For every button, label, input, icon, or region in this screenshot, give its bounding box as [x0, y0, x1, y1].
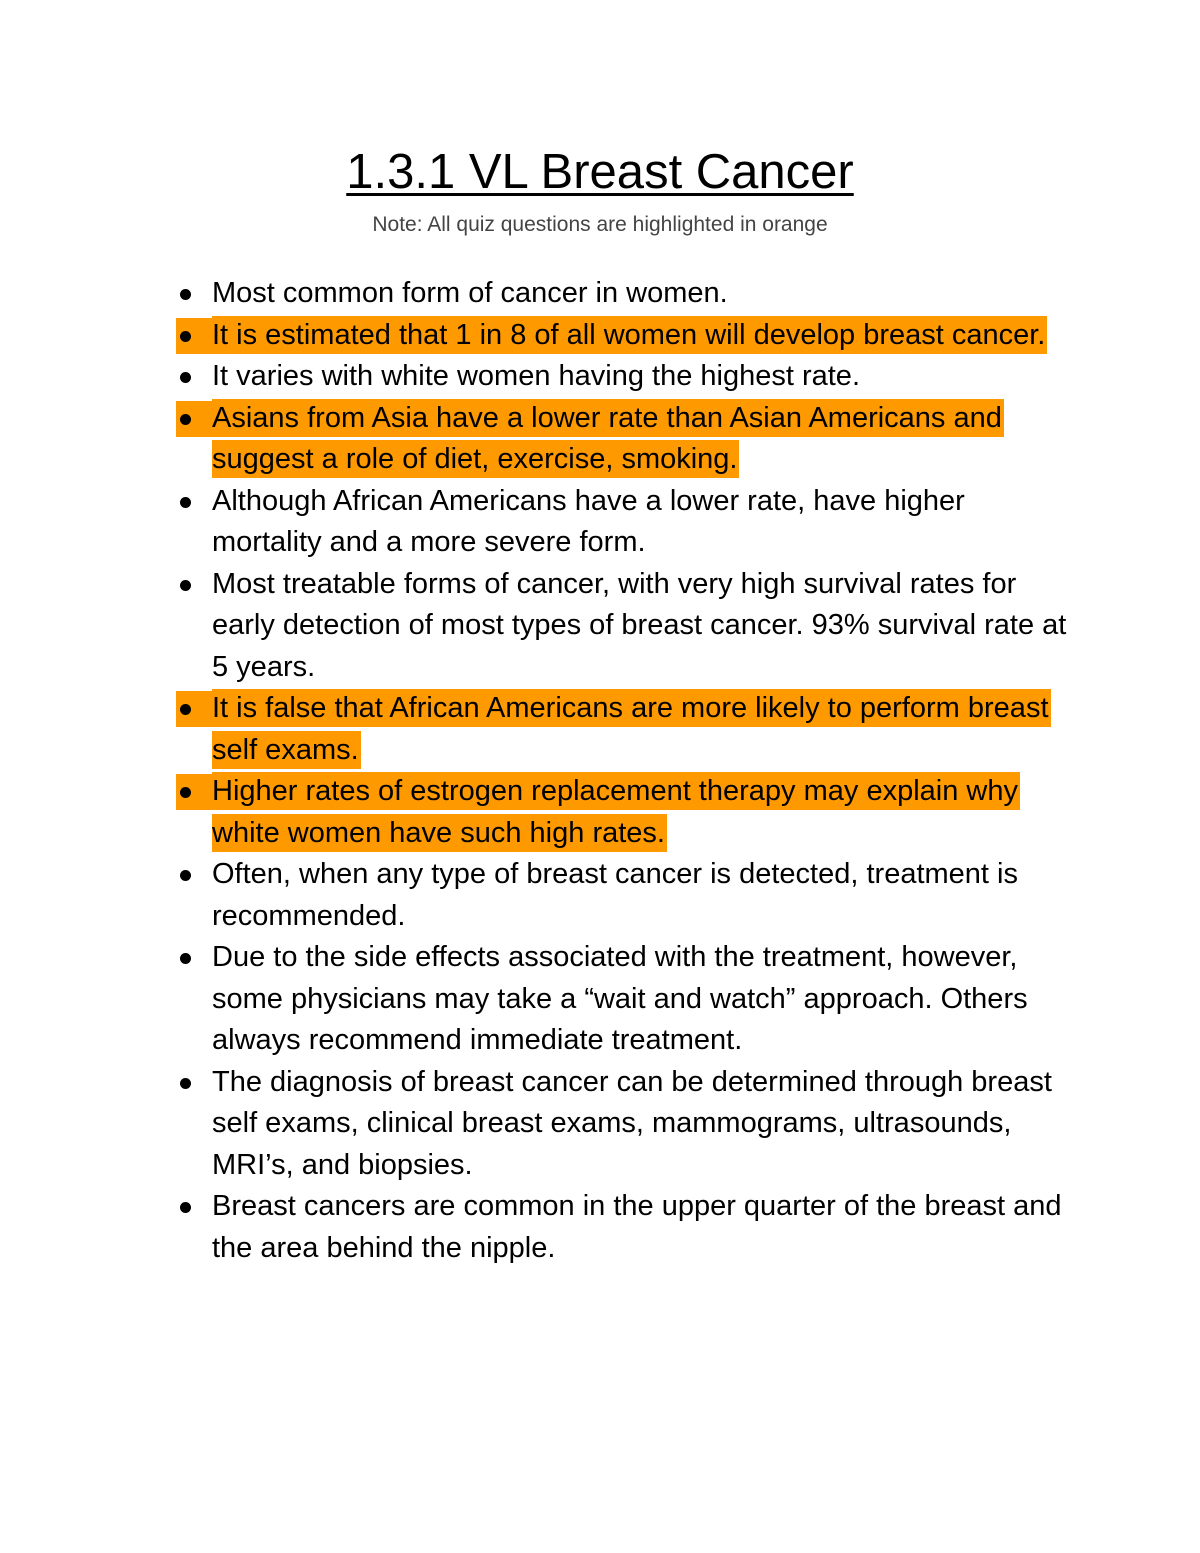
list-item-text: Due to the side effects associated with the treatment, however, some physicians may take a “wait and watch” approach. Others always recommend immediate treatment. [212, 941, 1028, 1056]
list-item-text: It is estimated that 1 in 8 of all women will develop breast cancer. [212, 316, 1047, 354]
highlight-note: Note: All quiz questions are highlighted in orange [372, 213, 828, 236]
bullet-icon [180, 331, 191, 342]
list-item-text: Asians from Asia have a lower rate than Asian Americans and suggest a role of diet, exercise, smoking. [212, 399, 1004, 479]
bullet-icon [180, 497, 191, 508]
bullet-icon [180, 787, 191, 798]
list-item-text: Most treatable forms of cancer, with very high survival rates for early detection of most types of breast cancer. 93% survival rate at 5 years. [212, 567, 1067, 683]
bullet-icon [180, 289, 191, 300]
list-item [176, 481, 1076, 564]
bullet-icon [180, 870, 191, 881]
bullet-icon [180, 704, 191, 715]
bullet-icon [180, 372, 191, 383]
bullet-icon [180, 580, 191, 591]
list-item-text: Breast cancers are common in the upper quarter of the breast and the area behind the nipple. [212, 1190, 1062, 1264]
list-item [176, 356, 1076, 398]
list-item [176, 771, 1076, 854]
list-item-text: It is false that African Americans are more likely to perform breast self exams. [212, 689, 1051, 769]
list-item [176, 398, 1076, 481]
list-item [176, 854, 1076, 937]
bullet-list [176, 273, 1076, 1269]
list-item-text: The diagnosis of breast cancer can be determined through breast self exams, clinical breast exams, mammograms, ultrasounds, MRI’s, and biopsies. [212, 1065, 1052, 1181]
list-item-text: It varies with white women having the highest rate. [212, 360, 860, 392]
list-item [176, 273, 1076, 315]
list-item [176, 315, 1076, 357]
list-item-text: Higher rates of estrogen replacement therapy may explain why white women have such high rates. [212, 772, 1020, 852]
bullet-icon [180, 953, 191, 964]
list-item [176, 564, 1076, 689]
list-item [176, 937, 1076, 1062]
list-item-text: Often, when any type of breast cancer is detected, treatment is recommended. [212, 858, 1018, 932]
list-item [176, 688, 1076, 771]
bullet-icon [180, 414, 191, 425]
list-item [176, 1186, 1076, 1269]
document-title: 1.3.1 VL Breast Cancer [346, 145, 854, 199]
list-item-text: Although African Americans have a lower rate, have higher mortality and a more severe form. [212, 484, 965, 558]
bullet-icon [180, 1202, 191, 1213]
bullet-icon [180, 1078, 191, 1089]
list-item-text: Most common form of cancer in women. [212, 277, 728, 309]
list-item [176, 1062, 1076, 1187]
